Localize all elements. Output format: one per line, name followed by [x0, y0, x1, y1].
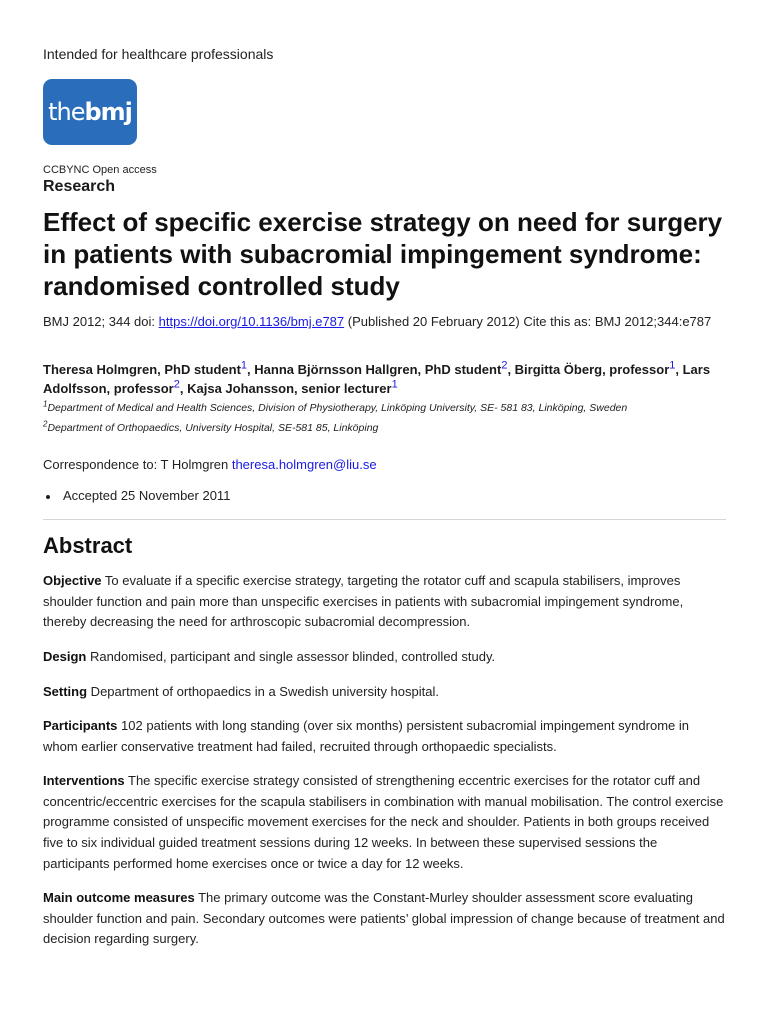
author-affiliation-link[interactable]: 1: [240, 359, 248, 372]
doi-link[interactable]: https://doi.org/10.1136/bmj.e787: [158, 314, 345, 329]
abstract-text: Randomised, participant and single assessor blinded, controlled study.: [86, 649, 496, 664]
author-name: Birgitta Öberg, professor: [514, 362, 670, 377]
affiliation-2: [43, 419, 379, 434]
abstract-design: [43, 647, 726, 668]
author-separator: ,: [179, 381, 188, 396]
affiliation-text: Department of Orthopaedics, University Hospital, SE-581 85, Linköping: [47, 422, 379, 434]
abstract-label: Main outcome measures: [43, 890, 195, 905]
abstract-label: Objective: [43, 573, 102, 588]
article-section: Research: [43, 178, 116, 195]
abstract-label: Setting: [43, 684, 88, 699]
author-separator: ,: [247, 362, 255, 377]
author-list: [43, 360, 733, 398]
citation-suffix: (Published 20 February 2012) Cite this as: BMJ 2012;344:e787: [344, 314, 712, 329]
citation-line: [43, 314, 743, 329]
author-affiliation-link[interactable]: 2: [173, 378, 180, 391]
abstract-label: Participants: [43, 718, 118, 733]
section-divider: [43, 519, 726, 520]
abstract-outcome-measures: [43, 888, 726, 950]
logo-bmj-text: bmj: [84, 98, 132, 126]
affiliation-marker: 2: [43, 419, 48, 429]
abstract-objective: [43, 571, 726, 633]
audience-notice: Intended for healthcare professionals: [43, 46, 274, 62]
access-label: CCBYNC Open access: [43, 164, 157, 176]
author-separator: ,: [675, 362, 683, 377]
accepted-date: Accepted 25 November 2011: [63, 488, 231, 503]
author-separator: ,: [507, 362, 515, 377]
abstract-participants: [43, 716, 726, 757]
abstract-text: 102 patients with long standing (over six months) persistent subacromial impingement syndrome in whom earlier conservative treatment had failed, recruited through orthopaedic specialists.: [43, 718, 689, 754]
author-name: Theresa Holmgren, PhD student: [43, 362, 241, 377]
correspondence-email-link[interactable]: theresa.holmgren@liu.se: [231, 457, 377, 472]
bmj-logo[interactable]: [43, 79, 137, 145]
abstract-label: Interventions: [43, 773, 125, 788]
abstract-text: The primary outcome was the Constant-Murley shoulder assessment score evaluating shoulder function and pain. Secondary outcomes were patients’ global impression of change because of treatment and decision regarding surgery.: [43, 890, 725, 947]
author-affiliation-link[interactable]: 2: [501, 359, 508, 372]
correspondence-label: Correspondence to: T Holmgren: [43, 457, 232, 472]
author-name: Hanna Björnsson Hallgren, PhD student: [254, 362, 502, 377]
abstract-label: Design: [43, 649, 87, 664]
abstract-text: The specific exercise strategy consisted of strengthening eccentric exercises for the rotator cuff and concentric/eccentric exercises for the scapula stabilisers in combination with manual mobilisation. The control exercise programme consisted of unspecific movement exercises for the neck and shoulder. Patients in both groups received five to six individual guided treatment sessions during 12 weeks. In between these supervised sessions the participants performed home exercises once or twice a day for 12 weeks.: [43, 773, 724, 871]
correspondence: [43, 457, 377, 472]
author-affiliation-link[interactable]: 1: [391, 378, 398, 391]
author-affiliation-link[interactable]: 1: [669, 359, 676, 372]
affiliation-marker: 1: [43, 399, 48, 409]
citation-prefix: BMJ 2012; 344 doi:: [43, 314, 159, 329]
author-name: Kajsa Johansson, senior lecturer: [187, 381, 392, 396]
author-name: Lars Adolfsson, professor: [43, 362, 711, 396]
abstract-interventions: [43, 771, 726, 875]
abstract-text: To evaluate if a specific exercise strategy, targeting the rotator cuff and scapula stabilisers, improves shoulder function and pain more than unspecific exercises in patients with subacromial impingement syndrome, thereby decreasing the need for arthroscopic subacromial decompression.: [43, 573, 684, 630]
abstract-heading: Abstract: [43, 533, 133, 558]
abstract-text: Department of orthopaedics in a Swedish university hospital.: [87, 684, 439, 699]
affiliation-text: Department of Medical and Health Sciences, Division of Physiotherapy, Linköping University, SE- 581 83, Linköping, Sweden: [47, 402, 628, 414]
article-title: Effect of specific exercise strategy on need for surgery in patients with subacromial impingement syndrome: randomised controlled study: [43, 207, 723, 301]
affiliation-1: [43, 399, 628, 414]
abstract-setting: [43, 682, 726, 703]
logo-the-text: the: [48, 98, 85, 126]
